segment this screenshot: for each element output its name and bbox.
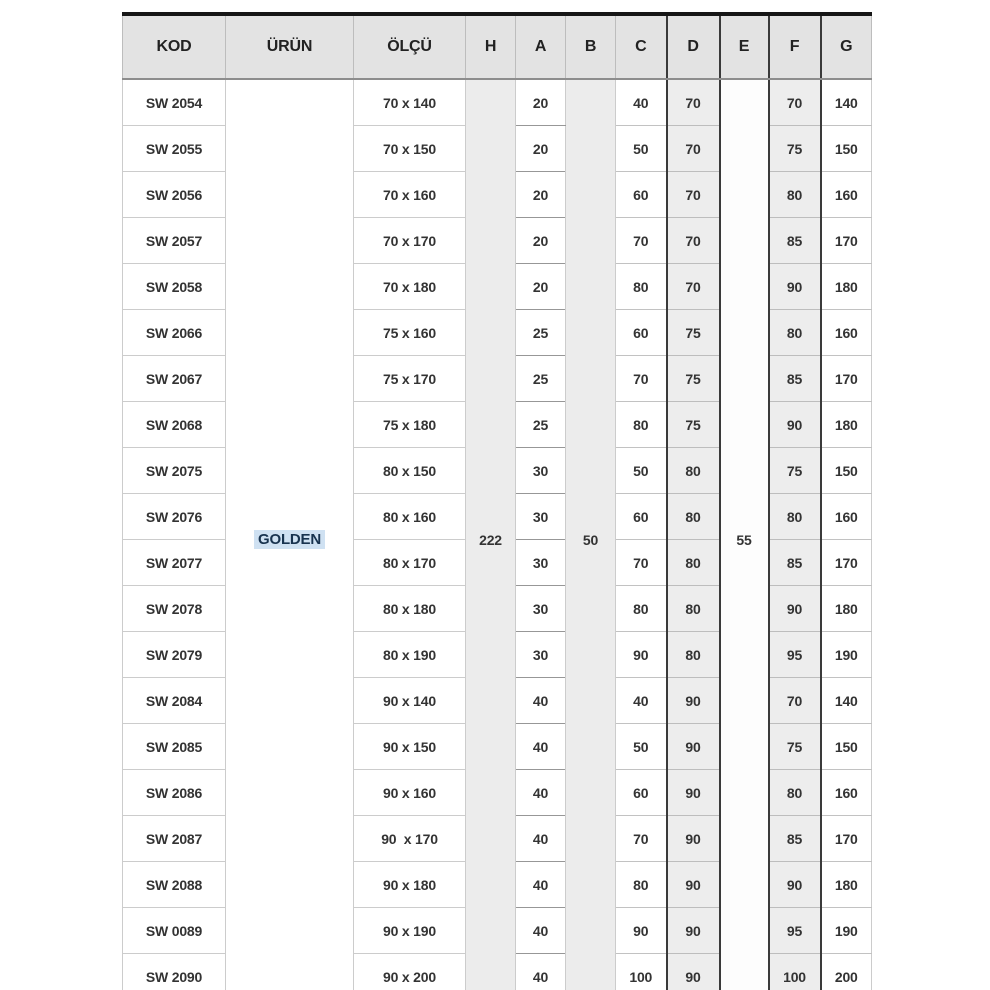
cell-olcu: 70 x 170: [354, 218, 466, 264]
cell-a: 40: [516, 954, 566, 990]
cell-a: 30: [516, 448, 566, 494]
cell-a: 20: [516, 126, 566, 172]
cell-c: 70: [616, 356, 667, 402]
cell-a: 30: [516, 586, 566, 632]
cell-d: 80: [667, 586, 720, 632]
cell-g: 170: [821, 218, 872, 264]
cell-d: 70: [667, 79, 720, 126]
cell-c: 40: [616, 678, 667, 724]
cell-f: 90: [769, 264, 821, 310]
cell-olcu: 90 x 190: [354, 908, 466, 954]
cell-c: 80: [616, 862, 667, 908]
cell-olcu: 90 x 160: [354, 770, 466, 816]
cell-g: 180: [821, 402, 872, 448]
cell-d: 70: [667, 126, 720, 172]
cell-g: 180: [821, 264, 872, 310]
cell-kod: SW 2087: [123, 816, 226, 862]
cell-f: 80: [769, 172, 821, 218]
cell-f: 95: [769, 908, 821, 954]
cell-g: 160: [821, 770, 872, 816]
cell-g: 170: [821, 540, 872, 586]
cell-f: 75: [769, 126, 821, 172]
cell-d: 90: [667, 862, 720, 908]
cell-kod: SW 2056: [123, 172, 226, 218]
cell-f: 90: [769, 402, 821, 448]
column-header-kod: KOD: [123, 14, 226, 79]
cell-a: 40: [516, 678, 566, 724]
cell-c: 70: [616, 540, 667, 586]
cell-kod: SW 2076: [123, 494, 226, 540]
table-row: [123, 79, 872, 126]
cell-a: 30: [516, 540, 566, 586]
cell-olcu: 80 x 170: [354, 540, 466, 586]
cell-d: 75: [667, 310, 720, 356]
cell-a: 20: [516, 218, 566, 264]
cell-olcu: 80 x 190: [354, 632, 466, 678]
cell-a: 30: [516, 494, 566, 540]
cell-olcu: 80 x 180: [354, 586, 466, 632]
cell-g: 150: [821, 724, 872, 770]
cell-f: 90: [769, 862, 821, 908]
cell-c: 80: [616, 586, 667, 632]
cell-g: 180: [821, 586, 872, 632]
cell-c: 70: [616, 816, 667, 862]
cell-d: 75: [667, 402, 720, 448]
cell-olcu: 90 x 170: [354, 816, 466, 862]
column-header-f: F: [769, 14, 821, 79]
cell-a: 30: [516, 632, 566, 678]
cell-olcu: 90 x 180: [354, 862, 466, 908]
column-header-urun: ÜRÜN: [226, 14, 354, 79]
cell-d: 90: [667, 908, 720, 954]
cell-kod: SW 2079: [123, 632, 226, 678]
cell-kod: SW 2068: [123, 402, 226, 448]
cell-d: 70: [667, 172, 720, 218]
cell-c: 60: [616, 172, 667, 218]
cell-olcu: 90 x 150: [354, 724, 466, 770]
cell-a: 25: [516, 356, 566, 402]
cell-merged-b: 50: [566, 79, 616, 990]
cell-kod: SW 2077: [123, 540, 226, 586]
cell-f: 80: [769, 310, 821, 356]
cell-kod: SW 2058: [123, 264, 226, 310]
cell-d: 90: [667, 770, 720, 816]
cell-d: 90: [667, 954, 720, 990]
cell-olcu: 70 x 140: [354, 79, 466, 126]
cell-olcu: 70 x 180: [354, 264, 466, 310]
cell-a: 40: [516, 816, 566, 862]
cell-a: 20: [516, 79, 566, 126]
cell-f: 75: [769, 724, 821, 770]
cell-g: 140: [821, 678, 872, 724]
cell-kod: SW 2057: [123, 218, 226, 264]
cell-c: 50: [616, 724, 667, 770]
column-header-c: C: [616, 14, 667, 79]
cell-kod: SW 2088: [123, 862, 226, 908]
cell-a: 20: [516, 172, 566, 218]
cell-c: 50: [616, 448, 667, 494]
cell-merged-e: 55: [720, 79, 769, 990]
cell-olcu: 70 x 150: [354, 126, 466, 172]
cell-f: 85: [769, 540, 821, 586]
cell-olcu: 75 x 170: [354, 356, 466, 402]
product-name-highlight: GOLDEN: [254, 530, 325, 549]
cell-c: 80: [616, 402, 667, 448]
cell-g: 200: [821, 954, 872, 990]
cell-c: 60: [616, 494, 667, 540]
cell-kod: SW 2066: [123, 310, 226, 356]
cell-a: 20: [516, 264, 566, 310]
column-header-olcu: ÖLÇÜ: [354, 14, 466, 79]
header-row: [123, 14, 872, 79]
cell-kod: SW 2086: [123, 770, 226, 816]
cell-d: 80: [667, 632, 720, 678]
cell-kod: SW 2075: [123, 448, 226, 494]
cell-g: 150: [821, 126, 872, 172]
cell-olcu: 80 x 150: [354, 448, 466, 494]
cell-c: 90: [616, 632, 667, 678]
cell-f: 100: [769, 954, 821, 990]
cell-d: 80: [667, 494, 720, 540]
cell-g: 150: [821, 448, 872, 494]
cell-c: 80: [616, 264, 667, 310]
cell-merged-h: 222: [466, 79, 516, 990]
cell-a: 40: [516, 770, 566, 816]
cell-f: 80: [769, 494, 821, 540]
cell-a: 40: [516, 908, 566, 954]
cell-olcu: 70 x 160: [354, 172, 466, 218]
cell-f: 85: [769, 218, 821, 264]
cell-olcu: 75 x 180: [354, 402, 466, 448]
cell-merged-urun: [226, 79, 354, 990]
cell-d: 80: [667, 448, 720, 494]
cell-f: 80: [769, 770, 821, 816]
cell-c: 50: [616, 126, 667, 172]
cell-d: 90: [667, 678, 720, 724]
cell-d: 70: [667, 218, 720, 264]
cell-g: 160: [821, 494, 872, 540]
cell-c: 60: [616, 310, 667, 356]
column-header-d: D: [667, 14, 720, 79]
cell-olcu: 80 x 160: [354, 494, 466, 540]
cell-f: 70: [769, 678, 821, 724]
cell-olcu: 90 x 140: [354, 678, 466, 724]
cell-c: 40: [616, 79, 667, 126]
cell-kod: SW 2078: [123, 586, 226, 632]
cell-f: 90: [769, 586, 821, 632]
cell-f: 70: [769, 79, 821, 126]
cell-d: 90: [667, 724, 720, 770]
cell-f: 95: [769, 632, 821, 678]
cell-d: 75: [667, 356, 720, 402]
cell-g: 190: [821, 908, 872, 954]
cell-kod: SW 0089: [123, 908, 226, 954]
cell-g: 190: [821, 632, 872, 678]
cell-g: 160: [821, 172, 872, 218]
cell-d: 80: [667, 540, 720, 586]
cell-olcu: 75 x 160: [354, 310, 466, 356]
cell-f: 85: [769, 816, 821, 862]
cell-g: 140: [821, 79, 872, 126]
cell-kod: SW 2055: [123, 126, 226, 172]
column-header-b: B: [566, 14, 616, 79]
cell-c: 60: [616, 770, 667, 816]
cell-c: 100: [616, 954, 667, 990]
cell-g: 170: [821, 356, 872, 402]
cell-a: 25: [516, 402, 566, 448]
cell-a: 25: [516, 310, 566, 356]
cell-f: 75: [769, 448, 821, 494]
cell-kod: SW 2054: [123, 79, 226, 126]
column-header-g: G: [821, 14, 872, 79]
cell-a: 40: [516, 862, 566, 908]
cell-c: 90: [616, 908, 667, 954]
cell-d: 90: [667, 816, 720, 862]
cell-a: 40: [516, 724, 566, 770]
cell-kod: SW 2085: [123, 724, 226, 770]
cell-kod: SW 2084: [123, 678, 226, 724]
column-header-h: H: [466, 14, 516, 79]
cell-g: 160: [821, 310, 872, 356]
cell-g: 180: [821, 862, 872, 908]
column-header-a: A: [516, 14, 566, 79]
cell-olcu: 90 x 200: [354, 954, 466, 990]
cell-kod: SW 2067: [123, 356, 226, 402]
product-spec-table: [122, 12, 872, 990]
cell-kod: SW 2090: [123, 954, 226, 990]
cell-c: 70: [616, 218, 667, 264]
cell-f: 85: [769, 356, 821, 402]
cell-g: 170: [821, 816, 872, 862]
column-header-e: E: [720, 14, 769, 79]
cell-d: 70: [667, 264, 720, 310]
